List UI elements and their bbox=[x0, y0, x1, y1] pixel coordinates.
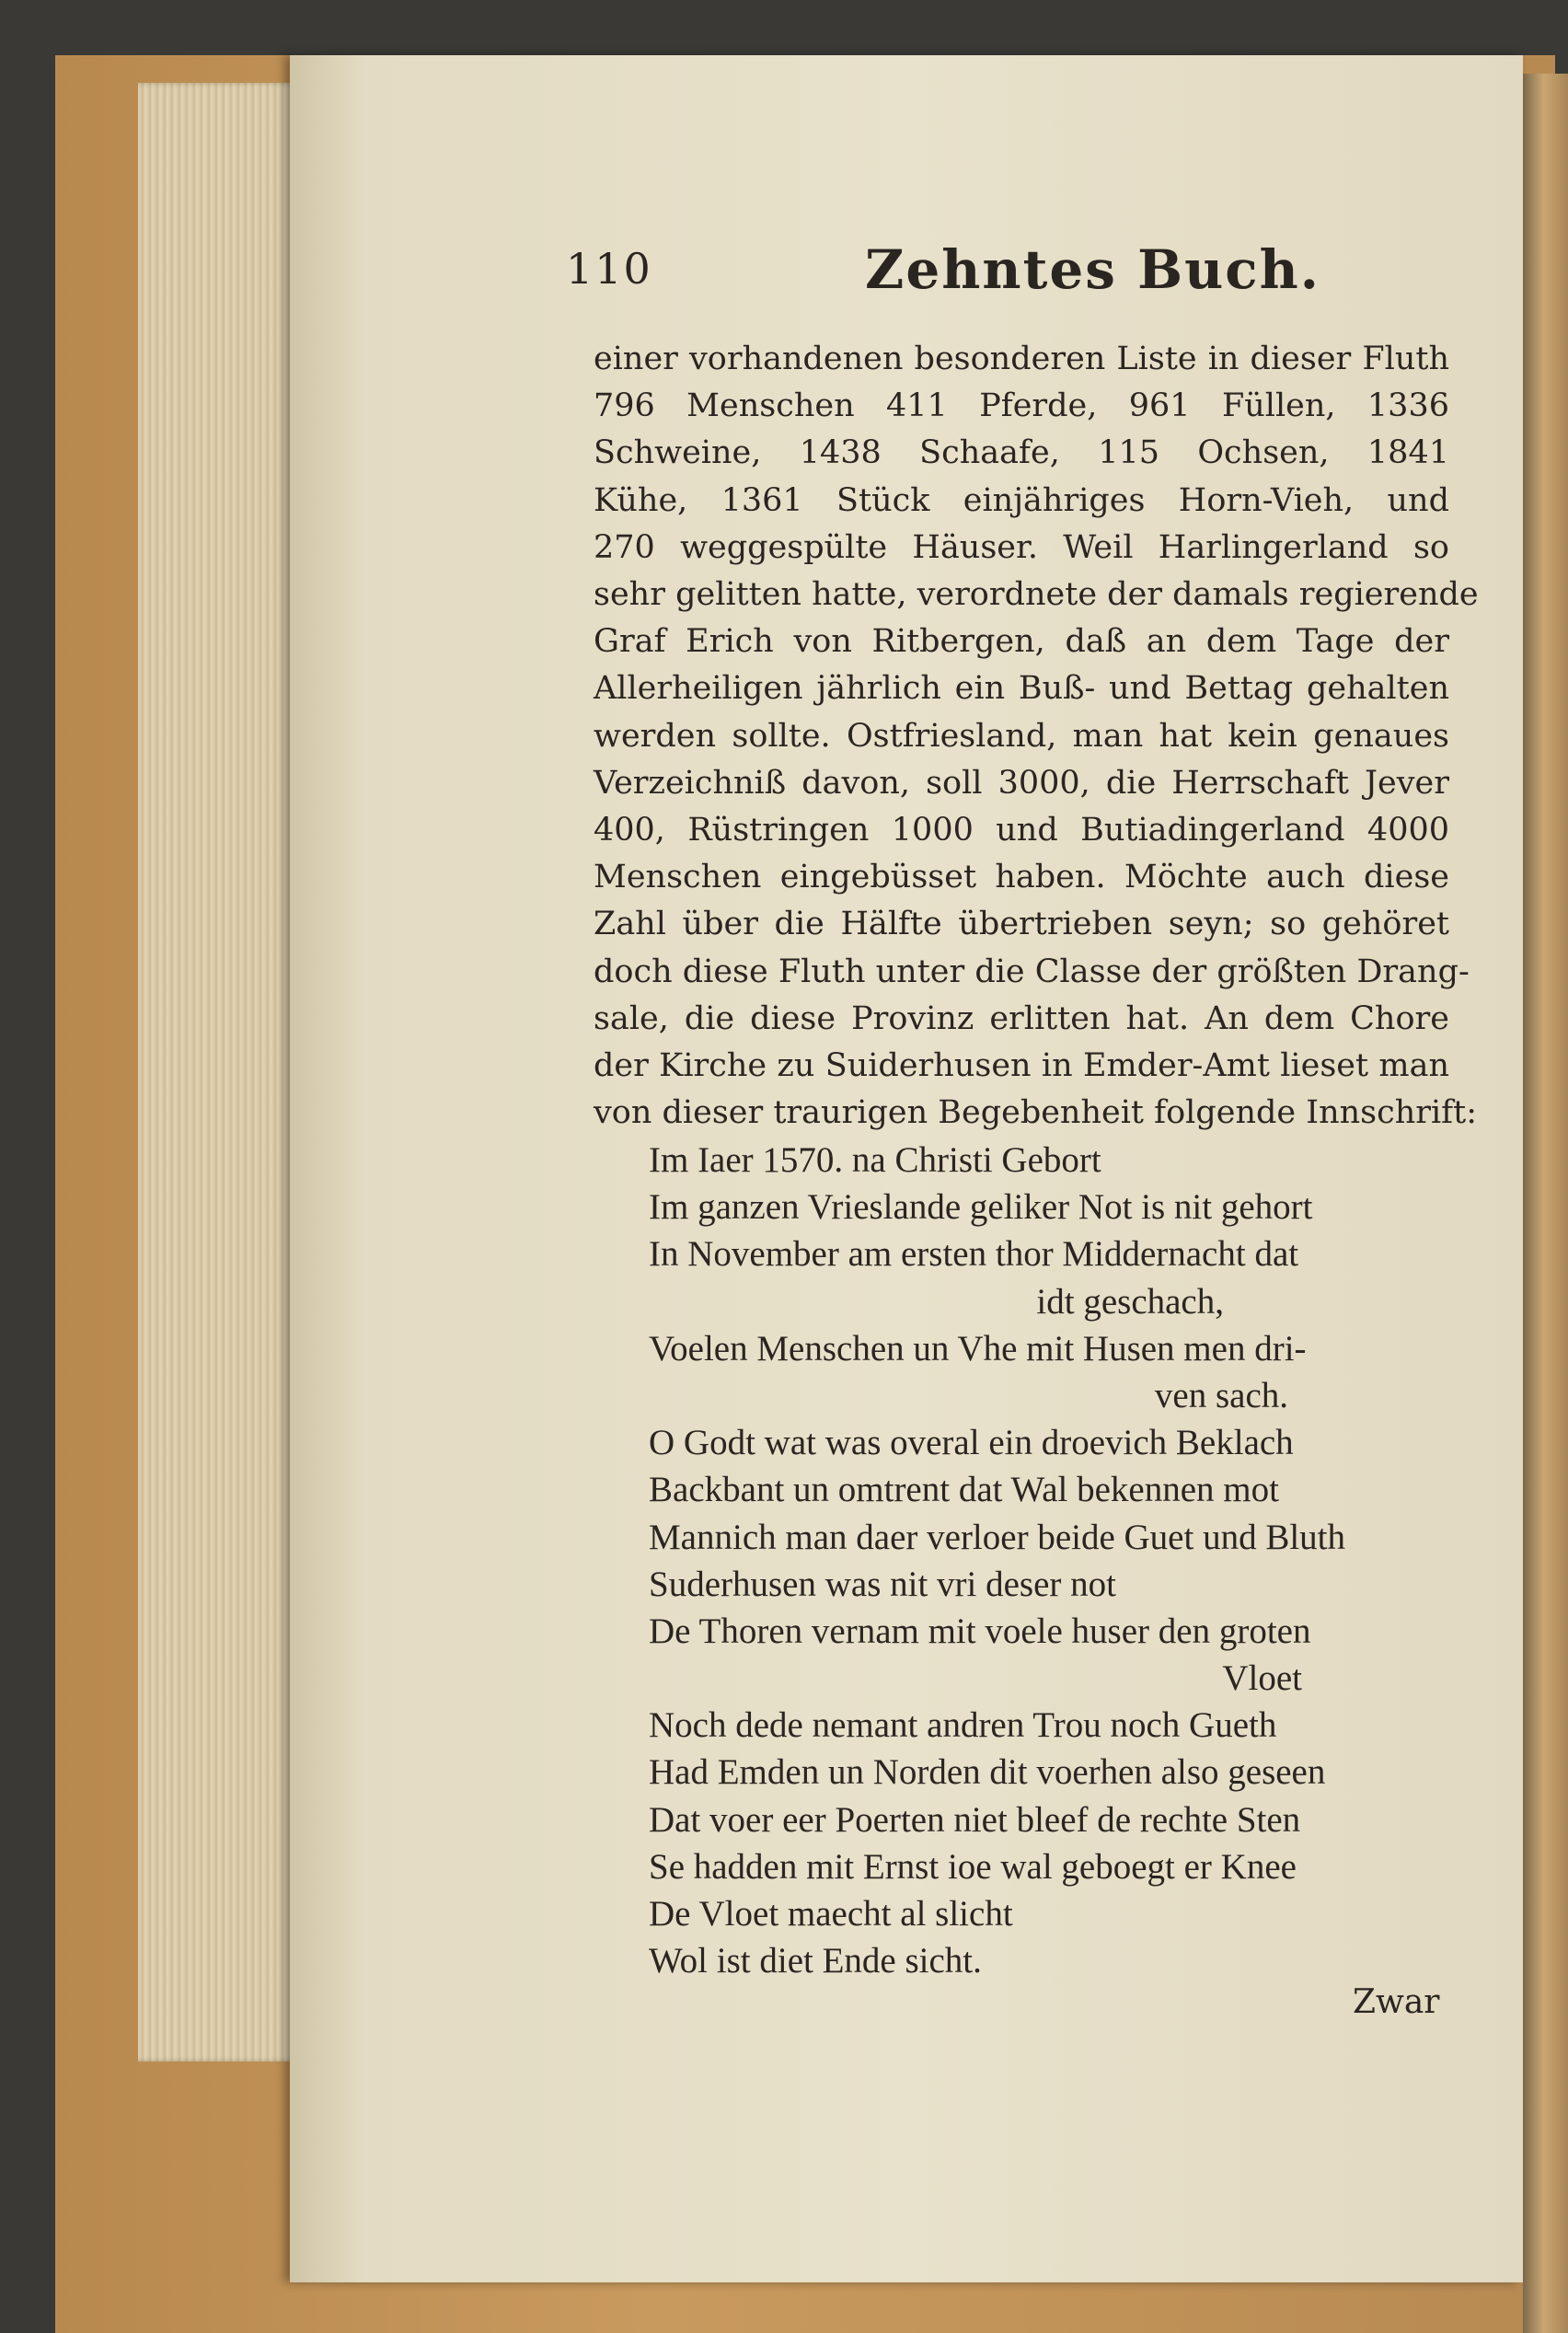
inscription-line: De Thoren vernam mit voele huser den groten bbox=[649, 1611, 1311, 1651]
prose-line: Menschen eingebüsset haben. Möchte auch diese bbox=[594, 859, 1449, 896]
prose-line: 796 Menschen 411 Pferde, 961 Füllen, 1336 bbox=[594, 387, 1449, 425]
prose-line: Kühe, 1361 Stück einjähriges Horn-Vieh, und bbox=[594, 481, 1449, 519]
prose-line: der Kirche zu Suiderhusen in Emder-Amt lieset man bbox=[594, 1047, 1449, 1085]
inscription-line-continuation: idt geschach, bbox=[1036, 1281, 1224, 1322]
inscription-line: Im ganzen Vrieslande geliker Not is nit gehort bbox=[649, 1187, 1313, 1228]
prose-line: Zahl über die Hälfte übertrieben seyn; so gehöret bbox=[594, 906, 1449, 943]
prose-line: von dieser traurigen Begebenheit folgende Innschrift: bbox=[594, 1094, 1477, 1132]
prose-line: Allerheiligen jährlich ein Buß- und Bettag gehalten bbox=[594, 670, 1449, 708]
inscription-line: In November am ersten thor Middernacht dat bbox=[649, 1234, 1299, 1275]
catchword: Zwar bbox=[1353, 1983, 1440, 2021]
prose-block bbox=[594, 336, 1479, 1137]
running-head: Zehntes Buch. bbox=[865, 238, 1320, 301]
inscription-line: Voelen Menschen un Vhe mit Husen men dri- bbox=[649, 1328, 1307, 1369]
inscription-line-continuation: ven sach. bbox=[1154, 1375, 1288, 1415]
inscription-line: O Godt wat was overal ein droevich Beklach bbox=[649, 1423, 1294, 1463]
prose-line: Graf Erich von Ritbergen, daß an dem Tage der bbox=[594, 623, 1449, 661]
prose-line: Verzeichniß davon, soll 3000, die Herrschaft Jever bbox=[594, 764, 1449, 802]
inscription-line: Backbant un omtrent dat Wal bekennen mot bbox=[649, 1470, 1279, 1510]
page-edges bbox=[138, 83, 304, 2062]
prose-line: sale, die diese Provinz erlitten hat. An dem Chore bbox=[594, 999, 1449, 1037]
inscription-line: Noch dede nemant andren Trou noch Gueth bbox=[649, 1705, 1277, 1746]
inscription-line: Had Emden un Norden dit voerhen also geseen bbox=[649, 1752, 1326, 1793]
prose-line: 270 weggespülte Häuser. Weil Harlingerland so bbox=[594, 528, 1449, 566]
page-header bbox=[566, 238, 1449, 318]
prose-line: sehr gelitten hatte, verordnete der damals regierende bbox=[594, 576, 1479, 614]
inscription-line: De Vloet maecht al slicht bbox=[649, 1894, 1013, 1934]
prose-line: 400, Rüstringen 1000 und Butiadingerland 4000 bbox=[594, 812, 1449, 849]
inscription-line-continuation: Vloet bbox=[1222, 1658, 1302, 1699]
prose-line: doch diese Fluth unter die Classe der größten Drang- bbox=[594, 953, 1470, 990]
inscription-line: Suderhusen was nit vri deser not bbox=[649, 1564, 1116, 1604]
inscription-line: Wol ist diet Ende sicht. bbox=[649, 1941, 982, 1981]
inscription-line: Mannich man daer verloer beide Guet und Bluth bbox=[649, 1517, 1346, 1557]
inscription-line: Dat voer eer Poerten niet bleef de rechte Sten bbox=[649, 1799, 1301, 1840]
prose-line: Schweine, 1438 Schaafe, 115 Ochsen, 1841 bbox=[594, 434, 1449, 472]
inscription-line: Se hadden mit Ernst ioe wal geboegt er Knee bbox=[649, 1846, 1297, 1887]
inscription-block bbox=[649, 1137, 1458, 1984]
prose-line: werden sollte. Ostfriesland, man hat kein genaues bbox=[594, 717, 1449, 755]
facing-page-edge bbox=[1523, 74, 1568, 2333]
inscription-line: Im Iaer 1570. na Christi Gebort bbox=[649, 1140, 1101, 1180]
prose-line: einer vorhandenen besonderen Liste in dieser Fluth bbox=[594, 341, 1449, 377]
page-number: 110 bbox=[566, 244, 652, 294]
